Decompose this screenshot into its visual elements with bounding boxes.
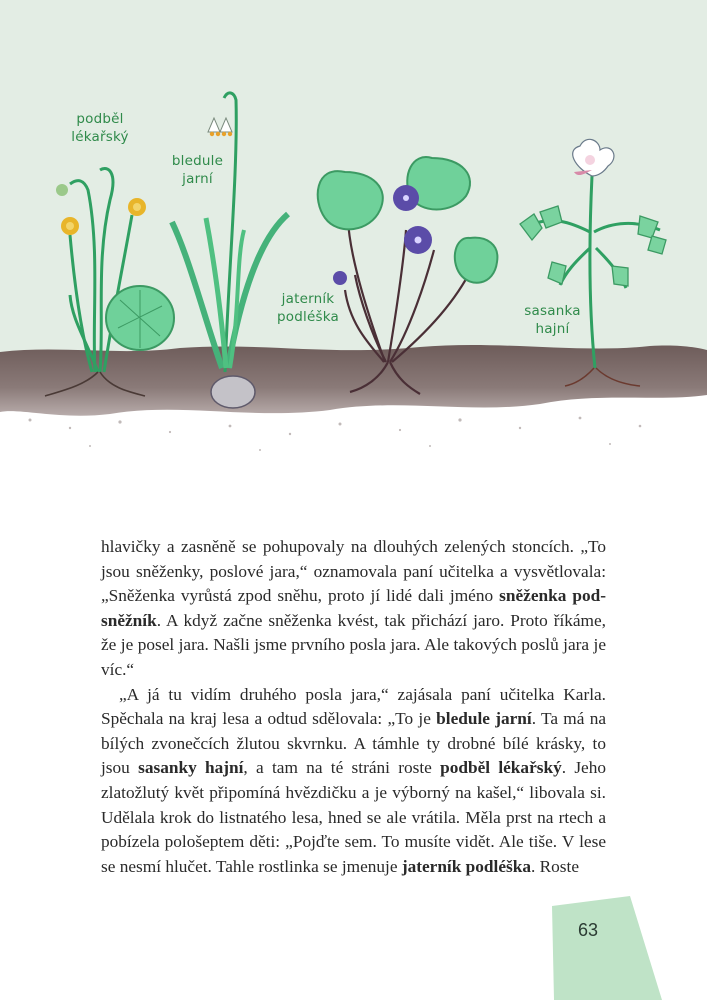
p2-bold-snowflake: bledule jarní xyxy=(436,709,532,729)
p2-text-c: . Ta má na bílých zvonečcích žlutou skvrnku. A támhle ty drobné bílé krásky, to jsou xyxy=(101,709,607,778)
p2-bold-anemone: sasanky hajní xyxy=(138,758,244,778)
label-coltsfoot-line1: podběl xyxy=(76,111,124,127)
paragraph-1 xyxy=(101,535,606,683)
plant-illustration xyxy=(0,0,707,470)
page-number-shape xyxy=(552,896,662,1000)
body-text xyxy=(101,535,606,879)
label-snowflake-line1: bledule xyxy=(171,153,224,169)
label-anemone-line1: sasanka xyxy=(524,303,581,319)
p1-bold-snowdrop: sněženka podsněžník xyxy=(101,586,606,630)
soil-speckles xyxy=(29,417,642,451)
label-coltsfoot xyxy=(55,110,145,146)
label-snowflake-line2: jarní xyxy=(182,171,213,187)
label-hepatica xyxy=(268,290,348,326)
label-anemone xyxy=(515,302,590,338)
label-hepatica-line2: podléška xyxy=(277,309,339,325)
p2-bold-hepatica: jaterník podléška xyxy=(401,856,531,876)
label-anemone-line2: hajní xyxy=(535,321,570,337)
p2-text-d: , a tam na té stráni roste xyxy=(243,758,441,778)
p2-text-f: . Roste xyxy=(530,856,579,876)
p1-text-c: . A když začne sněženka kvést, tak přichází jaro. Proto říkáme, že je posel jara. Našli jsme prvního posla jara. Ale takových poslů jara je víc.“ xyxy=(101,610,606,679)
paragraph-2 xyxy=(101,683,606,880)
p2-text-e: . Jeho zlatožlutý květ připomíná hvězdičku a je výborný na kašel,“ libovala si. Udělala krok do listnatého lesa, hned se ale vrátila. Měla prst na rtech a pobízela pološeptem děti: „Pojďte sem. To musíte vidět. Ale tiše. V lese se nesmí hlučet. Tahle rostlinka se jmenuje xyxy=(101,758,607,876)
label-hepatica-line1: jaterník xyxy=(281,291,335,307)
plants-drawing xyxy=(0,0,707,470)
page-number: 63 xyxy=(577,920,599,940)
label-snowflake xyxy=(160,152,235,188)
label-coltsfoot-line2: lékařský xyxy=(71,129,129,145)
p2-bold-coltsfoot: podběl lékařský xyxy=(440,758,562,778)
p1-text-a: hlavičky a zasněně se pohupovaly na dlouhých zelených stoncích. „To jsou sněženky, poslové jara,“ oznamovala paní učitelka a vysvětlovala: „Sněženka vyrůstá zpod sněhu, proto jí lidé dali jméno xyxy=(101,537,606,606)
p2-text-a: „A já tu vidím druhého posla jara,“ zajásala paní učitelka Karla. Spěchala na kraj lesa a odtud sdělovala: „To je xyxy=(101,684,606,729)
